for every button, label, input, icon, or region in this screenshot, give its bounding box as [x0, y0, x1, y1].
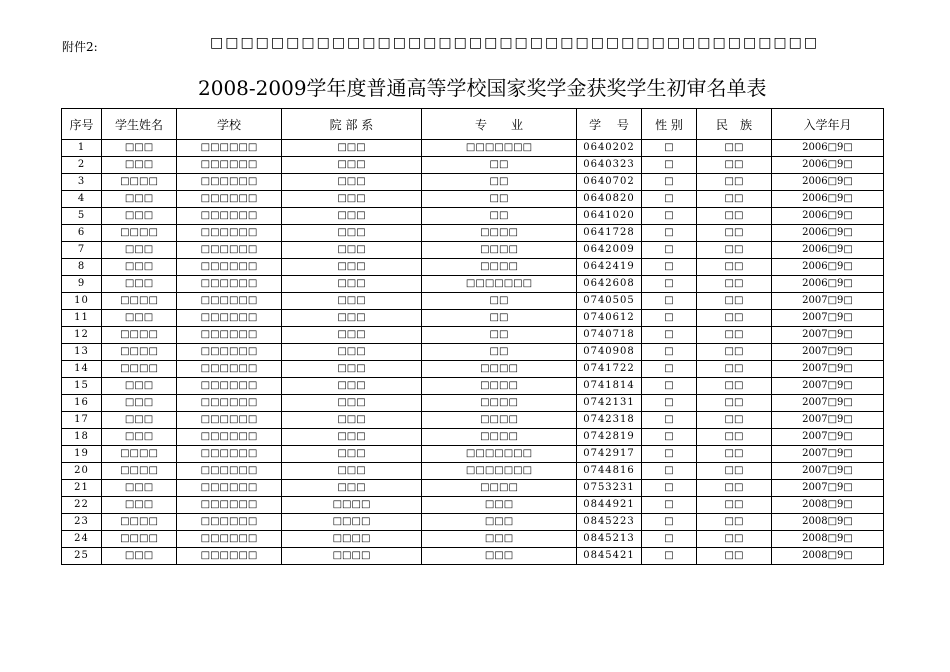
col-student-id-cell: 0742819: [577, 429, 642, 446]
col-student-id-cell: 0641728: [577, 225, 642, 242]
col-school-header: 学校: [177, 109, 282, 140]
col-department-cell: □□□□: [282, 514, 422, 531]
table-row: [62, 259, 884, 276]
col-school-cell: □□□□□□: [177, 327, 282, 344]
col-school-cell: □□□□□□: [177, 497, 282, 514]
col-major-cell: □□: [422, 157, 577, 174]
table-row: [62, 293, 884, 310]
col-enrollment-date-cell: 2006□9□: [772, 191, 884, 208]
col-department-cell: □□□: [282, 276, 422, 293]
col-gender-cell: □: [642, 208, 697, 225]
table-row: [62, 344, 884, 361]
col-index-cell: 13: [62, 344, 102, 361]
col-major-cell: □□□□□□□: [422, 446, 577, 463]
col-major-cell: □□□□: [422, 480, 577, 497]
col-enrollment-date-cell: 2007□9□: [772, 378, 884, 395]
col-ethnicity-header: 民 族: [697, 109, 772, 140]
col-ethnicity-cell: □□: [697, 361, 772, 378]
col-ethnicity-cell: □□: [697, 157, 772, 174]
col-department-cell: □□□: [282, 395, 422, 412]
col-student-name-cell: □□□□: [102, 361, 177, 378]
col-department-cell: □□□: [282, 463, 422, 480]
col-gender-cell: □: [642, 531, 697, 548]
col-department-cell: □□□: [282, 157, 422, 174]
col-student-name-cell: □□□□: [102, 463, 177, 480]
col-department-cell: □□□: [282, 344, 422, 361]
col-major-cell: □□: [422, 174, 577, 191]
col-student-id-cell: 0642608: [577, 276, 642, 293]
col-enrollment-date-cell: 2007□9□: [772, 361, 884, 378]
table-row: [62, 242, 884, 259]
col-gender-cell: □: [642, 361, 697, 378]
col-gender-cell: □: [642, 157, 697, 174]
col-student-name-cell: □□□: [102, 208, 177, 225]
col-school-cell: □□□□□□: [177, 531, 282, 548]
col-department-cell: □□□: [282, 446, 422, 463]
col-major-cell: □□: [422, 327, 577, 344]
col-gender-cell: □: [642, 480, 697, 497]
table-row: [62, 174, 884, 191]
col-gender-cell: □: [642, 463, 697, 480]
col-enrollment-date-cell: 2008□9□: [772, 531, 884, 548]
col-school-cell: □□□□□□: [177, 242, 282, 259]
col-major-cell: □□: [422, 310, 577, 327]
col-student-name-cell: □□□: [102, 276, 177, 293]
table-row: [62, 395, 884, 412]
col-index-cell: 12: [62, 327, 102, 344]
col-major-header: 专 业: [422, 109, 577, 140]
col-department-header: 院 部 系: [282, 109, 422, 140]
col-index-cell: 4: [62, 191, 102, 208]
col-major-cell: □□□: [422, 497, 577, 514]
col-index-cell: 1: [62, 140, 102, 157]
col-student-name-cell: □□□: [102, 259, 177, 276]
col-major-cell: □□□: [422, 548, 577, 565]
col-ethnicity-cell: □□: [697, 378, 772, 395]
col-ethnicity-cell: □□: [697, 276, 772, 293]
col-ethnicity-cell: □□: [697, 310, 772, 327]
col-school-cell: □□□□□□: [177, 480, 282, 497]
col-department-cell: □□□: [282, 174, 422, 191]
col-enrollment-date-cell: 2008□9□: [772, 497, 884, 514]
col-student-id-cell: 0744816: [577, 463, 642, 480]
table-row: [62, 497, 884, 514]
col-major-cell: □□□□: [422, 242, 577, 259]
col-index-cell: 6: [62, 225, 102, 242]
col-index-cell: 15: [62, 378, 102, 395]
col-index-header: 序号: [62, 109, 102, 140]
col-ethnicity-cell: □□: [697, 548, 772, 565]
col-gender-cell: □: [642, 276, 697, 293]
col-gender-cell: □: [642, 497, 697, 514]
col-school-cell: □□□□□□: [177, 259, 282, 276]
col-student-name-cell: □□□□: [102, 531, 177, 548]
col-student-name-cell: □□□: [102, 191, 177, 208]
table-row: [62, 378, 884, 395]
col-ethnicity-cell: □□: [697, 140, 772, 157]
col-school-cell: □□□□□□: [177, 344, 282, 361]
col-index-cell: 24: [62, 531, 102, 548]
col-gender-cell: □: [642, 293, 697, 310]
col-student-name-cell: □□□□: [102, 174, 177, 191]
col-major-cell: □□□□: [422, 378, 577, 395]
col-enrollment-date-cell: 2007□9□: [772, 480, 884, 497]
col-student-name-cell: □□□□: [102, 293, 177, 310]
col-school-cell: □□□□□□: [177, 191, 282, 208]
col-department-cell: □□□: [282, 361, 422, 378]
col-department-cell: □□□: [282, 412, 422, 429]
col-ethnicity-cell: □□: [697, 514, 772, 531]
col-department-cell: □□□: [282, 378, 422, 395]
col-enrollment-date-cell: 2007□9□: [772, 429, 884, 446]
col-gender-cell: □: [642, 225, 697, 242]
col-enrollment-date-cell: 2006□9□: [772, 259, 884, 276]
col-major-cell: □□□□: [422, 412, 577, 429]
col-index-cell: 20: [62, 463, 102, 480]
col-student-id-cell: 0640323: [577, 157, 642, 174]
col-student-name-header: 学生姓名: [102, 109, 177, 140]
col-ethnicity-cell: □□: [697, 174, 772, 191]
col-school-cell: □□□□□□: [177, 361, 282, 378]
col-major-cell: □□□: [422, 531, 577, 548]
col-department-cell: □□□: [282, 293, 422, 310]
col-department-cell: □□□□: [282, 497, 422, 514]
col-student-id-cell: 0741722: [577, 361, 642, 378]
col-gender-cell: □: [642, 191, 697, 208]
col-student-id-cell: 0742917: [577, 446, 642, 463]
col-major-cell: □□: [422, 208, 577, 225]
col-index-cell: 17: [62, 412, 102, 429]
col-gender-cell: □: [642, 327, 697, 344]
col-student-id-cell: 0642419: [577, 259, 642, 276]
table-row: [62, 327, 884, 344]
col-student-name-cell: □□□□: [102, 446, 177, 463]
col-student-name-cell: □□□□: [102, 344, 177, 361]
col-student-id-cell: 0844921: [577, 497, 642, 514]
col-ethnicity-cell: □□: [697, 446, 772, 463]
table-row: [62, 225, 884, 242]
col-ethnicity-cell: □□: [697, 395, 772, 412]
col-student-name-cell: □□□: [102, 548, 177, 565]
col-department-cell: □□□: [282, 225, 422, 242]
table-row: [62, 429, 884, 446]
col-gender-cell: □: [642, 378, 697, 395]
col-ethnicity-cell: □□: [697, 293, 772, 310]
col-department-cell: □□□: [282, 259, 422, 276]
table-row: [62, 361, 884, 378]
col-school-cell: □□□□□□: [177, 548, 282, 565]
col-school-cell: □□□□□□: [177, 225, 282, 242]
unrendered-heading: □□□□□□□□□□□□□□□□□□□□□□□□□□□□□□□□□□□□□□□□: [210, 35, 820, 51]
col-index-cell: 3: [62, 174, 102, 191]
col-gender-cell: □: [642, 395, 697, 412]
col-department-cell: □□□: [282, 208, 422, 225]
col-index-cell: 25: [62, 548, 102, 565]
col-school-cell: □□□□□□: [177, 395, 282, 412]
col-ethnicity-cell: □□: [697, 412, 772, 429]
col-student-name-cell: □□□: [102, 242, 177, 259]
col-enrollment-date-cell: 2006□9□: [772, 174, 884, 191]
col-gender-header: 性 别: [642, 109, 697, 140]
col-ethnicity-cell: □□: [697, 344, 772, 361]
table-body: [62, 140, 884, 565]
col-student-id-cell: 0845421: [577, 548, 642, 565]
col-gender-cell: □: [642, 310, 697, 327]
col-ethnicity-cell: □□: [697, 327, 772, 344]
col-index-cell: 11: [62, 310, 102, 327]
col-gender-cell: □: [642, 259, 697, 276]
col-index-cell: 10: [62, 293, 102, 310]
col-index-cell: 2: [62, 157, 102, 174]
col-school-cell: □□□□□□: [177, 276, 282, 293]
col-gender-cell: □: [642, 242, 697, 259]
col-ethnicity-cell: □□: [697, 480, 772, 497]
col-ethnicity-cell: □□: [697, 225, 772, 242]
col-student-name-cell: □□□: [102, 480, 177, 497]
col-major-cell: □□□□□□□: [422, 140, 577, 157]
col-school-cell: □□□□□□: [177, 429, 282, 446]
col-school-cell: □□□□□□: [177, 446, 282, 463]
col-student-id-cell: 0740718: [577, 327, 642, 344]
col-department-cell: □□□□: [282, 548, 422, 565]
col-index-cell: 8: [62, 259, 102, 276]
col-major-cell: □□□□□□□: [422, 463, 577, 480]
col-enrollment-date-cell: 2006□9□: [772, 276, 884, 293]
col-enrollment-date-cell: 2006□9□: [772, 242, 884, 259]
col-index-cell: 9: [62, 276, 102, 293]
col-student-id-cell: 0845223: [577, 514, 642, 531]
col-school-cell: □□□□□□: [177, 412, 282, 429]
col-student-name-cell: □□□□: [102, 327, 177, 344]
col-student-id-cell: 0740505: [577, 293, 642, 310]
table-row: [62, 531, 884, 548]
col-department-cell: □□□: [282, 191, 422, 208]
col-school-cell: □□□□□□: [177, 208, 282, 225]
col-index-cell: 5: [62, 208, 102, 225]
col-major-cell: □□□□: [422, 429, 577, 446]
col-enrollment-date-cell: 2007□9□: [772, 293, 884, 310]
col-ethnicity-cell: □□: [697, 429, 772, 446]
table-row: [62, 548, 884, 565]
col-school-cell: □□□□□□: [177, 514, 282, 531]
col-student-name-cell: □□□: [102, 429, 177, 446]
col-student-id-cell: 0741814: [577, 378, 642, 395]
col-school-cell: □□□□□□: [177, 463, 282, 480]
document-title: 2008-2009学年度普通高等学校国家奖学金获奖学生初审名单表: [198, 76, 767, 100]
col-major-cell: □□□□: [422, 225, 577, 242]
col-gender-cell: □: [642, 446, 697, 463]
col-department-cell: □□□: [282, 327, 422, 344]
table-row: [62, 157, 884, 174]
col-index-cell: 21: [62, 480, 102, 497]
col-school-cell: □□□□□□: [177, 378, 282, 395]
col-enrollment-date-cell: 2008□9□: [772, 548, 884, 565]
col-student-id-cell: 0641020: [577, 208, 642, 225]
col-ethnicity-cell: □□: [697, 191, 772, 208]
col-student-name-cell: □□□: [102, 140, 177, 157]
col-ethnicity-cell: □□: [697, 497, 772, 514]
table-row: [62, 276, 884, 293]
col-gender-cell: □: [642, 140, 697, 157]
col-major-cell: □□□□: [422, 361, 577, 378]
col-department-cell: □□□□: [282, 531, 422, 548]
col-student-name-cell: □□□: [102, 395, 177, 412]
col-index-cell: 14: [62, 361, 102, 378]
col-ethnicity-cell: □□: [697, 259, 772, 276]
col-major-cell: □□□□□□□: [422, 276, 577, 293]
table-row: [62, 208, 884, 225]
col-school-cell: □□□□□□: [177, 174, 282, 191]
table-row: [62, 191, 884, 208]
col-gender-cell: □: [642, 174, 697, 191]
header-row: [62, 109, 884, 140]
col-enrollment-date-cell: 2007□9□: [772, 463, 884, 480]
col-gender-cell: □: [642, 429, 697, 446]
table-row: [62, 480, 884, 497]
col-department-cell: □□□: [282, 480, 422, 497]
col-major-cell: □□□: [422, 514, 577, 531]
col-enrollment-date-cell: 2007□9□: [772, 344, 884, 361]
col-enrollment-date-cell: 2008□9□: [772, 514, 884, 531]
col-student-id-cell: 0753231: [577, 480, 642, 497]
table-row: [62, 310, 884, 327]
col-department-cell: □□□: [282, 429, 422, 446]
col-student-name-cell: □□□: [102, 157, 177, 174]
col-enrollment-date-cell: 2006□9□: [772, 157, 884, 174]
col-school-cell: □□□□□□: [177, 310, 282, 327]
col-student-name-cell: □□□: [102, 497, 177, 514]
col-student-name-cell: □□□: [102, 310, 177, 327]
col-enrollment-date-cell: 2007□9□: [772, 412, 884, 429]
col-index-cell: 19: [62, 446, 102, 463]
col-enrollment-date-cell: 2006□9□: [772, 225, 884, 242]
col-school-cell: □□□□□□: [177, 157, 282, 174]
col-school-cell: □□□□□□: [177, 293, 282, 310]
col-index-cell: 18: [62, 429, 102, 446]
col-index-cell: 7: [62, 242, 102, 259]
col-enrollment-date-cell: 2007□9□: [772, 327, 884, 344]
col-enrollment-date-cell: 2006□9□: [772, 140, 884, 157]
col-student-id-cell: 0740612: [577, 310, 642, 327]
table-row: [62, 446, 884, 463]
col-major-cell: □□□□: [422, 259, 577, 276]
col-ethnicity-cell: □□: [697, 531, 772, 548]
col-department-cell: □□□: [282, 140, 422, 157]
col-department-cell: □□□: [282, 242, 422, 259]
col-student-name-cell: □□□: [102, 412, 177, 429]
col-index-cell: 16: [62, 395, 102, 412]
col-ethnicity-cell: □□: [697, 242, 772, 259]
scholarship-roster-table: [61, 108, 884, 565]
col-gender-cell: □: [642, 548, 697, 565]
col-ethnicity-cell: □□: [697, 463, 772, 480]
col-gender-cell: □: [642, 514, 697, 531]
col-student-id-cell: 0740908: [577, 344, 642, 361]
col-gender-cell: □: [642, 412, 697, 429]
col-index-cell: 22: [62, 497, 102, 514]
col-school-cell: □□□□□□: [177, 140, 282, 157]
col-enrollment-date-cell: 2006□9□: [772, 208, 884, 225]
col-department-cell: □□□: [282, 310, 422, 327]
col-student-id-cell: 0640202: [577, 140, 642, 157]
col-major-cell: □□: [422, 191, 577, 208]
col-student-id-cell: 0742318: [577, 412, 642, 429]
col-index-cell: 23: [62, 514, 102, 531]
col-enrollment-date-cell: 2007□9□: [772, 395, 884, 412]
col-major-cell: □□: [422, 344, 577, 361]
table-row: [62, 514, 884, 531]
table-row: [62, 140, 884, 157]
col-student-id-cell: 0742131: [577, 395, 642, 412]
col-enrollment-date-header: 入学年月: [772, 109, 884, 140]
attachment-label: 附件2:: [62, 40, 98, 54]
col-student-name-cell: □□□□: [102, 225, 177, 242]
table-row: [62, 463, 884, 480]
col-ethnicity-cell: □□: [697, 208, 772, 225]
col-gender-cell: □: [642, 344, 697, 361]
col-student-id-cell: 0640702: [577, 174, 642, 191]
col-enrollment-date-cell: 2007□9□: [772, 446, 884, 463]
table-row: [62, 412, 884, 429]
col-student-name-cell: □□□□: [102, 514, 177, 531]
col-student-id-cell: 0640820: [577, 191, 642, 208]
col-student-id-header: 学 号: [577, 109, 642, 140]
col-student-name-cell: □□□: [102, 378, 177, 395]
col-student-id-cell: 0845213: [577, 531, 642, 548]
col-student-id-cell: 0642009: [577, 242, 642, 259]
col-major-cell: □□□□: [422, 395, 577, 412]
col-major-cell: □□: [422, 293, 577, 310]
col-enrollment-date-cell: 2007□9□: [772, 310, 884, 327]
